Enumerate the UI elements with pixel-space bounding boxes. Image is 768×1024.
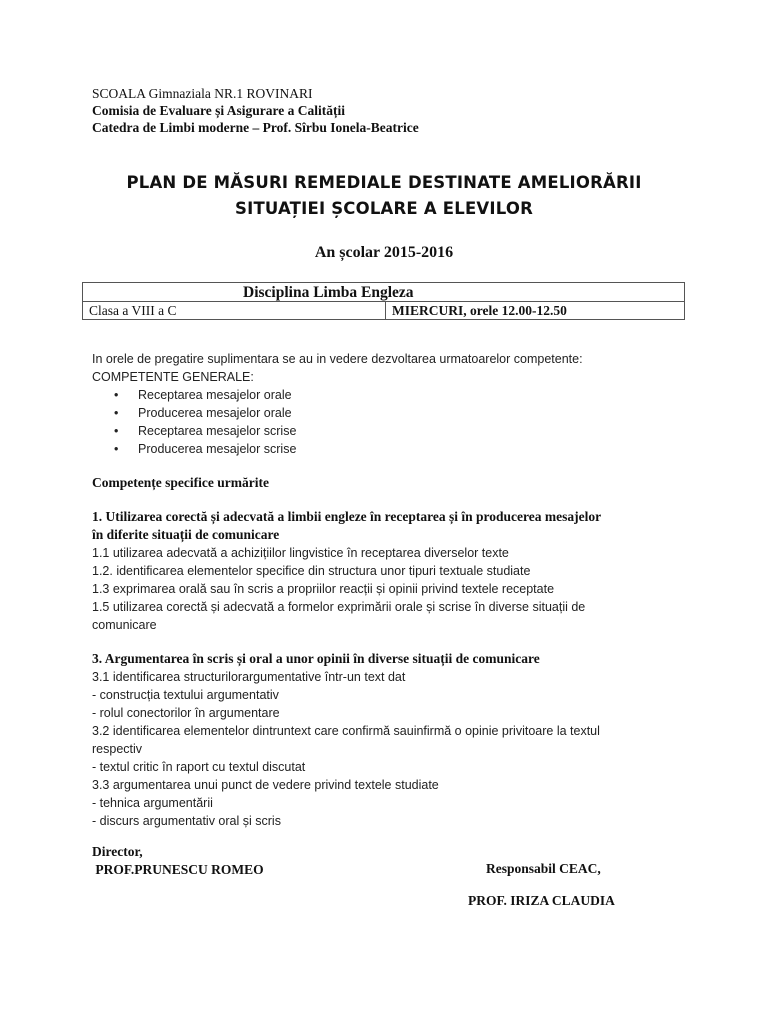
- director-signature: [92, 843, 264, 879]
- section-3-line: - textul critic în raport cu textul discutat: [92, 760, 306, 774]
- bullet-icon: •: [114, 388, 119, 402]
- section-1-line: comunicare: [92, 618, 157, 632]
- section-1-line: 1.2. identificarea elementelor specifice din structura unor tipuri textuale studiate: [92, 564, 531, 578]
- document-title: [60, 170, 708, 222]
- section-1-line: 1.3 exprimarea orală sau în scris a propriilor reacții și opinii privind textele receptate: [92, 582, 555, 596]
- section-3-line: 3.1 identificarea structurilorargumentative într-un text dat: [92, 670, 406, 684]
- list-item: [114, 386, 692, 404]
- bullet-icon: •: [114, 442, 119, 456]
- section-3-line: 3.2 identificarea elementelor dintruntext care confirmă sauinfirmă o opinie privitoare la textul: [92, 724, 600, 738]
- schedule-cell: MIERCURI, orele 12.00-12.50: [386, 302, 685, 320]
- document-header: [92, 85, 419, 136]
- document-body: [92, 350, 692, 830]
- school-name: SCOALA Gimnaziala NR.1 ROVINARI: [92, 86, 313, 101]
- intro-text: In orele de pregatire suplimentara se au in vedere dezvoltarea urmatoarelor competente:: [92, 352, 583, 366]
- department-name: Catedra de Limbi moderne – Prof. Sîrbu Ionela-Beatrice: [92, 120, 419, 135]
- class-cell: Clasa a VIII a C: [83, 302, 386, 320]
- ceac-label: Responsabil CEAC,: [486, 861, 601, 876]
- section-3-line: - tehnica argumentării: [92, 796, 213, 810]
- discipline-cell: Disciplina Limba Engleza: [83, 283, 685, 302]
- info-table: [82, 282, 685, 320]
- title-line-2: SITUAȚIEI ȘCOLARE A ELEVILOR: [235, 199, 533, 218]
- section-1-heading-line-1: 1. Utilizarea corectă și adecvată a limbii engleze în receptarea și în producerea mesajelor: [92, 509, 602, 524]
- list-item-text: Producerea mesajelor orale: [138, 406, 292, 420]
- director-label: Director,: [92, 844, 143, 859]
- director-name: PROF.PRUNESCU ROMEO: [92, 862, 264, 877]
- list-item-text: Receptarea mesajelor scrise: [138, 424, 297, 438]
- ceac-name: PROF. IRIZA CLAUDIA: [468, 893, 615, 908]
- list-item: [114, 422, 692, 440]
- title-line-1: PLAN DE MĂSURI REMEDIALE DESTINATE AMELIORĂRII: [126, 173, 642, 192]
- section-1-line: 1.5 utilizarea corectă și adecvată a formelor exprimării orale și scrise în diverse situații de: [92, 600, 586, 614]
- specific-competences-heading: Competențe specifice urmărite: [92, 475, 269, 490]
- general-competences-list: [92, 386, 692, 458]
- general-competences-heading: COMPETENTE GENERALE:: [92, 370, 254, 384]
- commission-name: Comisia de Evaluare și Asigurare a Calității: [92, 103, 345, 118]
- section-3-line: - construcția textului argumentativ: [92, 688, 279, 702]
- bullet-icon: •: [114, 424, 119, 438]
- section-3-line: respectiv: [92, 742, 143, 756]
- section-3-heading: 3. Argumentarea în scris și oral a unor opinii în diverse situații de comunicare: [92, 651, 540, 666]
- bullet-icon: •: [114, 406, 119, 420]
- list-item: [114, 440, 692, 458]
- section-1-heading-line-2: în diferite situații de comunicare: [92, 527, 280, 542]
- list-item: [114, 404, 692, 422]
- section-3-line: - rolul conectorilor în argumentare: [92, 706, 280, 720]
- list-item-text: Receptarea mesajelor orale: [138, 388, 292, 402]
- section-3-line: - discurs argumentativ oral și scris: [92, 814, 281, 828]
- section-3-line: 3.3 argumentarea unui punct de vedere privind textele studiate: [92, 778, 439, 792]
- section-1-line: 1.1 utilizarea adecvată a achizițiilor lingvistice în receptarea diverselor texte: [92, 546, 509, 560]
- school-year: An școlar 2015-2016: [314, 244, 454, 261]
- list-item-text: Producerea mesajelor scrise: [138, 442, 297, 456]
